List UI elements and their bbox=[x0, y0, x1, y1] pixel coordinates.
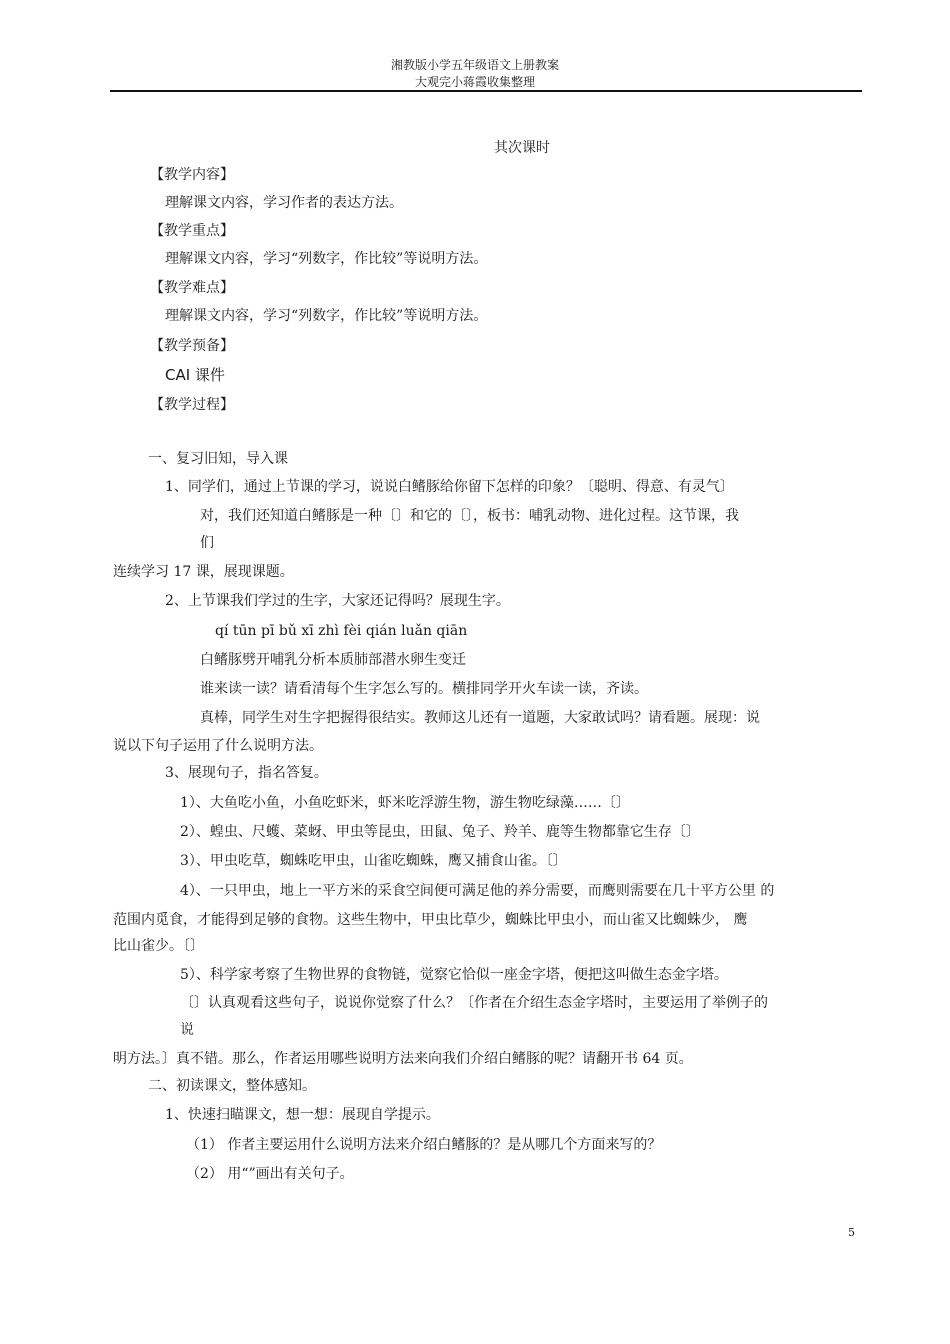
step-1-1-line-a: 对，我们还知道白鳍豚是一种〔〕和它的〔〕，板书：哺乳动物、进化过程。这节课，我 bbox=[200, 508, 739, 524]
pinyin-line: qí tūn pī bǔ xī zhì fèi qián luǎn qiān bbox=[215, 623, 468, 639]
step-1-1-line-b: 们 bbox=[200, 535, 214, 551]
step-1-1-line-c: 连续学习 17 课，展现课题。 bbox=[113, 564, 294, 580]
page-number: 5 bbox=[848, 1226, 855, 1239]
sentence-4-line-a: 4）、一只甲虫，地上一平方米的采食空间便可满足他的养分需要，而鹰则需要在几十平方公里 的 bbox=[180, 883, 775, 899]
prep-label: 【教学预备】 bbox=[150, 338, 234, 354]
praise-line-b: 说以下句子运用了什么说明方法。 bbox=[113, 738, 323, 754]
observation-line-b: 说 bbox=[180, 1022, 194, 1038]
difficulty-text: 理解课文内容，学习“列数字，作比较”等说明方法。 bbox=[165, 308, 488, 324]
step-1-1: 1、同学们，通过上节课的学习，说说白鳍豚给你留下怎样的印象？〔聪明、得意、有灵气〕 bbox=[165, 479, 734, 495]
sentence-2: 2）、蝗虫、尺蠖、菜蚜、甲虫等昆虫，田鼠、兔子、羚羊、鹿等生物都靠它生存〔〕 bbox=[180, 824, 700, 840]
section-1-heading: 一、复习旧知，导入课 bbox=[148, 451, 288, 467]
focus-label: 【教学重点】 bbox=[150, 223, 234, 239]
content-label: 【教学内容】 bbox=[150, 167, 234, 183]
sentence-4-line-c: 比山雀少。〔〕 bbox=[113, 938, 204, 954]
header-divider bbox=[110, 90, 862, 92]
section-2-heading: 二、初读课文，整体感知。 bbox=[148, 1078, 316, 1094]
process-label: 【教学过程】 bbox=[150, 397, 234, 413]
sentence-1: 1）、大鱼吃小鱼，小鱼吃虾米，虾米吃浮游生物，游生物吃绿藻……〔〕 bbox=[180, 795, 630, 811]
focus-text: 理解课文内容，学习“列数字，作比较”等说明方法。 bbox=[165, 251, 488, 267]
sentence-3: 3）、甲虫吃草，蜘蛛吃甲虫，山雀吃蜘蛛，鹰又捕食山雀。〔〕 bbox=[180, 853, 567, 869]
step-1-3: 3、展现句子，指名答复。 bbox=[165, 765, 328, 781]
reading-instruction: 谁来读一读？请看清每个生字怎么写的。横排同学开火车读一读，齐读。 bbox=[200, 681, 648, 697]
praise-line-a: 真棒，同学生对生字把握得很结实。教师这儿还有一道题，大家敢试吗？请看题。展现：说 bbox=[200, 710, 760, 726]
step-1-2: 2、上节课我们学过的生字，大家还记得吗？展现生字。 bbox=[165, 593, 510, 609]
sentence-5: 5）、科学家考察了生物世界的食物链，觉察它恰似一座金字塔，便把这叫做生态金字塔。 bbox=[180, 967, 728, 983]
prep-text: CAI 课件 bbox=[165, 366, 225, 384]
prompt-2: （2） 用“”画出有关句子。 bbox=[186, 1166, 354, 1182]
content-text: 理解课文内容，学习作者的表达方法。 bbox=[165, 195, 403, 211]
header-line-1: 湘教版小学五年级语文上册教案 bbox=[390, 58, 559, 72]
characters-line: 白鳍豚劈开哺乳分析本质肺部潜水卵生变迁 bbox=[200, 652, 466, 668]
sentence-4-line-b: 范围内觅食，才能得到足够的食物。这些生物中，甲虫比草少，蜘蛛比甲虫小，而山雀又比蜘蛛少， 鹰 bbox=[113, 912, 748, 928]
page-title: 其次课时 bbox=[494, 140, 550, 156]
observation-line-a: 〔〕认真观看这些句子，说说你觉察了什么？〔作者在介绍生态金字塔时，主要运用了举例子的 bbox=[180, 995, 768, 1011]
prompt-1: （1） 作者主要运用什么说明方法来介绍白鳍豚的？是从哪几个方面来写的？ bbox=[186, 1137, 662, 1153]
observation-line-c: 明方法。〕真不错。那么，作者运用哪些说明方法来向我们介绍白鳍豚的呢？请翻开书 64 页。 bbox=[113, 1051, 693, 1067]
header-line-2: 大观完小蒋霞收集整理 bbox=[414, 75, 535, 89]
difficulty-label: 【教学难点】 bbox=[150, 280, 234, 296]
step-2-1: 1、快速扫瞄课文，想一想：展现自学提示。 bbox=[165, 1107, 440, 1123]
